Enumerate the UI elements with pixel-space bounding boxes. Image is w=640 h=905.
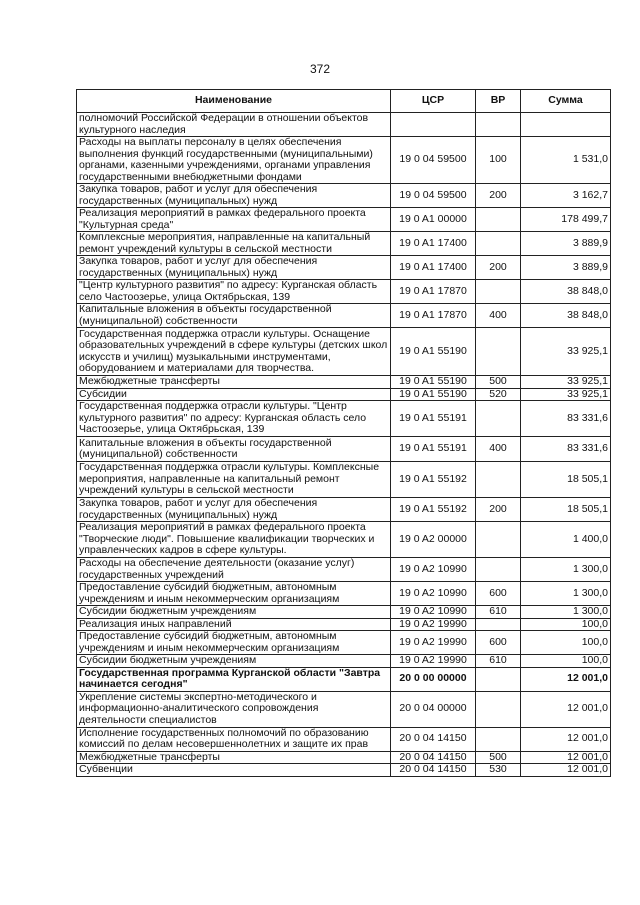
cell-vr: 100	[476, 137, 521, 184]
cell-name: Расходы на обеспечение деятельности (оказание услуг) государственных учреждений	[77, 558, 391, 582]
table-row	[77, 558, 611, 582]
cell-vr: 400	[476, 304, 521, 328]
cell-csr: 19 0 A2 00000	[391, 522, 476, 558]
cell-name: Расходы на выплаты персоналу в целях обеспечения выполнения функций государственными (муниципальными) органами, казенными учреждениями, органами управления государственными внебюджетными фондами	[77, 137, 391, 184]
cell-name: Межбюджетные трансферты	[77, 376, 391, 389]
table-row	[77, 280, 611, 304]
cell-csr: 19 0 A2 10990	[391, 606, 476, 619]
cell-vr	[476, 691, 521, 727]
cell-vr: 530	[476, 764, 521, 777]
cell-vr	[476, 522, 521, 558]
cell-vr: 500	[476, 751, 521, 764]
cell-name: Укрепление системы экспертно-методического и информационно-аналитического сопровождения деятельности специалистов	[77, 691, 391, 727]
cell-name: Закупка товаров, работ и услуг для обеспечения государственных (муниципальных) нужд	[77, 498, 391, 522]
cell-csr: 19 0 A1 17870	[391, 304, 476, 328]
page-number: 372	[309, 62, 331, 76]
header-csr: ЦСР	[391, 90, 476, 113]
table-row	[77, 582, 611, 606]
table-row	[77, 376, 611, 389]
table-row	[77, 667, 611, 691]
cell-csr	[391, 113, 476, 137]
cell-sum: 1 300,0	[521, 582, 611, 606]
cell-name: Предоставление субсидий бюджетным, автономным учреждениям и иным некоммерческим организациям	[77, 631, 391, 655]
cell-sum: 100,0	[521, 618, 611, 631]
table-row	[77, 655, 611, 668]
cell-csr: 19 0 A1 55190	[391, 328, 476, 376]
cell-csr: 19 0 A2 19990	[391, 655, 476, 668]
header-sum: Сумма	[521, 90, 611, 113]
cell-name: Капитальные вложения в объекты государственной (муниципальной) собственности	[77, 304, 391, 328]
table-row	[77, 328, 611, 376]
cell-vr	[476, 328, 521, 376]
cell-sum: 33 925,1	[521, 328, 611, 376]
cell-sum	[521, 113, 611, 137]
table-row	[77, 498, 611, 522]
cell-name: Государственная поддержка отрасли культуры. Оснащение образовательных учреждений в сфере культуры (детских школ искусств и училищ) музыкальными инструментами, оборудованием и материалами для творчества.	[77, 328, 391, 376]
cell-name: Государственная программа Курганской области "Завтра начинается сегодня"	[77, 667, 391, 691]
cell-vr: 200	[476, 498, 521, 522]
cell-sum: 12 001,0	[521, 667, 611, 691]
table-row	[77, 304, 611, 328]
cell-csr: 19 0 A1 55191	[391, 437, 476, 462]
cell-name: Предоставление субсидий бюджетным, автономным учреждениям и иным некоммерческим организациям	[77, 582, 391, 606]
cell-csr: 19 0 04 59500	[391, 184, 476, 208]
cell-name: полномочий Российской Федерации в отношении объектов культурного наследия	[77, 113, 391, 137]
table-row	[77, 727, 611, 751]
cell-csr: 20 0 04 00000	[391, 691, 476, 727]
cell-sum: 1 300,0	[521, 606, 611, 619]
table-row	[77, 184, 611, 208]
cell-name: Исполнение государственных полномочий по образованию комиссий по делам несовершеннолетних и защите их прав	[77, 727, 391, 751]
cell-vr	[476, 280, 521, 304]
cell-name: Реализация мероприятий в рамках федерального проекта "Творческие люди". Повышение квалификации творческих и управленческих кадров в сфере культуры.	[77, 522, 391, 558]
cell-name: Комплексные мероприятия, направленные на капитальный ремонт учреждений культуры в сельской местности	[77, 232, 391, 256]
cell-csr: 19 0 04 59500	[391, 137, 476, 184]
cell-name: Закупка товаров, работ и услуг для обеспечения государственных (муниципальных) нужд	[77, 184, 391, 208]
cell-sum: 3 889,9	[521, 232, 611, 256]
cell-sum: 18 505,1	[521, 498, 611, 522]
cell-csr: 19 0 A1 55192	[391, 462, 476, 498]
cell-vr	[476, 667, 521, 691]
cell-vr	[476, 232, 521, 256]
table-row	[77, 691, 611, 727]
cell-sum: 33 925,1	[521, 376, 611, 389]
cell-sum: 38 848,0	[521, 304, 611, 328]
budget-table	[76, 89, 611, 777]
cell-name: Субсидии бюджетным учреждениям	[77, 655, 391, 668]
cell-sum: 178 499,7	[521, 208, 611, 232]
cell-sum: 83 331,6	[521, 401, 611, 437]
cell-name: Субсидии	[77, 388, 391, 401]
cell-sum: 1 400,0	[521, 522, 611, 558]
cell-csr: 20 0 00 00000	[391, 667, 476, 691]
header-vr: ВР	[476, 90, 521, 113]
cell-vr	[476, 208, 521, 232]
table-body	[77, 113, 611, 777]
cell-csr: 19 0 A1 55190	[391, 376, 476, 389]
cell-sum: 3 889,9	[521, 256, 611, 280]
cell-name: Государственная поддержка отрасли культуры. "Центр культурного развития" по адресу: Курганская область село Частоозерье, улица Октябрьская, 139	[77, 401, 391, 437]
cell-csr: 19 0 A1 00000	[391, 208, 476, 232]
cell-sum: 100,0	[521, 655, 611, 668]
table-row	[77, 606, 611, 619]
cell-csr: 20 0 04 14150	[391, 751, 476, 764]
table-row	[77, 437, 611, 462]
cell-csr: 19 0 A2 10990	[391, 582, 476, 606]
table-row	[77, 137, 611, 184]
cell-name: Межбюджетные трансферты	[77, 751, 391, 764]
cell-sum: 18 505,1	[521, 462, 611, 498]
table-header-row	[77, 90, 611, 113]
cell-vr: 200	[476, 256, 521, 280]
cell-sum: 12 001,0	[521, 691, 611, 727]
table-row	[77, 208, 611, 232]
cell-vr	[476, 558, 521, 582]
table-row	[77, 522, 611, 558]
cell-vr: 600	[476, 631, 521, 655]
cell-sum: 12 001,0	[521, 751, 611, 764]
cell-name: Субсидии бюджетным учреждениям	[77, 606, 391, 619]
cell-csr: 19 0 A1 55190	[391, 388, 476, 401]
cell-vr	[476, 618, 521, 631]
cell-vr: 200	[476, 184, 521, 208]
cell-name: Капитальные вложения в объекты государственной (муниципальной) собственности	[77, 437, 391, 462]
table-row	[77, 232, 611, 256]
cell-csr: 20 0 04 14150	[391, 764, 476, 777]
cell-sum: 3 162,7	[521, 184, 611, 208]
cell-name: Государственная поддержка отрасли культуры. Комплексные мероприятия, направленные на капитальный ремонт учреждений культуры в сельской местности	[77, 462, 391, 498]
table-row	[77, 764, 611, 777]
table-row	[77, 388, 611, 401]
cell-vr	[476, 113, 521, 137]
cell-csr: 19 0 A2 19990	[391, 631, 476, 655]
cell-csr: 19 0 A1 17400	[391, 232, 476, 256]
table-row	[77, 462, 611, 498]
table-row	[77, 618, 611, 631]
table-row	[77, 751, 611, 764]
cell-name: Реализация мероприятий в рамках федерального проекта "Культурная среда"	[77, 208, 391, 232]
cell-csr: 19 0 A2 10990	[391, 558, 476, 582]
cell-sum: 83 331,6	[521, 437, 611, 462]
cell-vr: 610	[476, 655, 521, 668]
cell-csr: 19 0 A2 19990	[391, 618, 476, 631]
cell-vr	[476, 462, 521, 498]
header-name: Наименование	[77, 90, 391, 113]
cell-vr: 600	[476, 582, 521, 606]
cell-csr: 19 0 A1 17870	[391, 280, 476, 304]
table-row	[77, 631, 611, 655]
cell-sum: 1 531,0	[521, 137, 611, 184]
cell-vr	[476, 727, 521, 751]
table-row	[77, 401, 611, 437]
cell-sum: 100,0	[521, 631, 611, 655]
cell-sum: 12 001,0	[521, 764, 611, 777]
cell-sum: 1 300,0	[521, 558, 611, 582]
cell-name: "Центр культурного развития" по адресу: Курганская область село Частоозерье, улица Октябрьская, 139	[77, 280, 391, 304]
table-row	[77, 113, 611, 137]
cell-vr	[476, 401, 521, 437]
cell-csr: 19 0 A1 55191	[391, 401, 476, 437]
cell-name: Субвенции	[77, 764, 391, 777]
cell-vr: 400	[476, 437, 521, 462]
cell-vr: 610	[476, 606, 521, 619]
cell-name: Реализация иных направлений	[77, 618, 391, 631]
cell-csr: 20 0 04 14150	[391, 727, 476, 751]
cell-vr: 520	[476, 388, 521, 401]
cell-csr: 19 0 A1 55192	[391, 498, 476, 522]
cell-csr: 19 0 A1 17400	[391, 256, 476, 280]
cell-name: Закупка товаров, работ и услуг для обеспечения государственных (муниципальных) нужд	[77, 256, 391, 280]
cell-sum: 38 848,0	[521, 280, 611, 304]
cell-sum: 12 001,0	[521, 727, 611, 751]
cell-vr: 500	[476, 376, 521, 389]
cell-sum: 33 925,1	[521, 388, 611, 401]
table-row	[77, 256, 611, 280]
